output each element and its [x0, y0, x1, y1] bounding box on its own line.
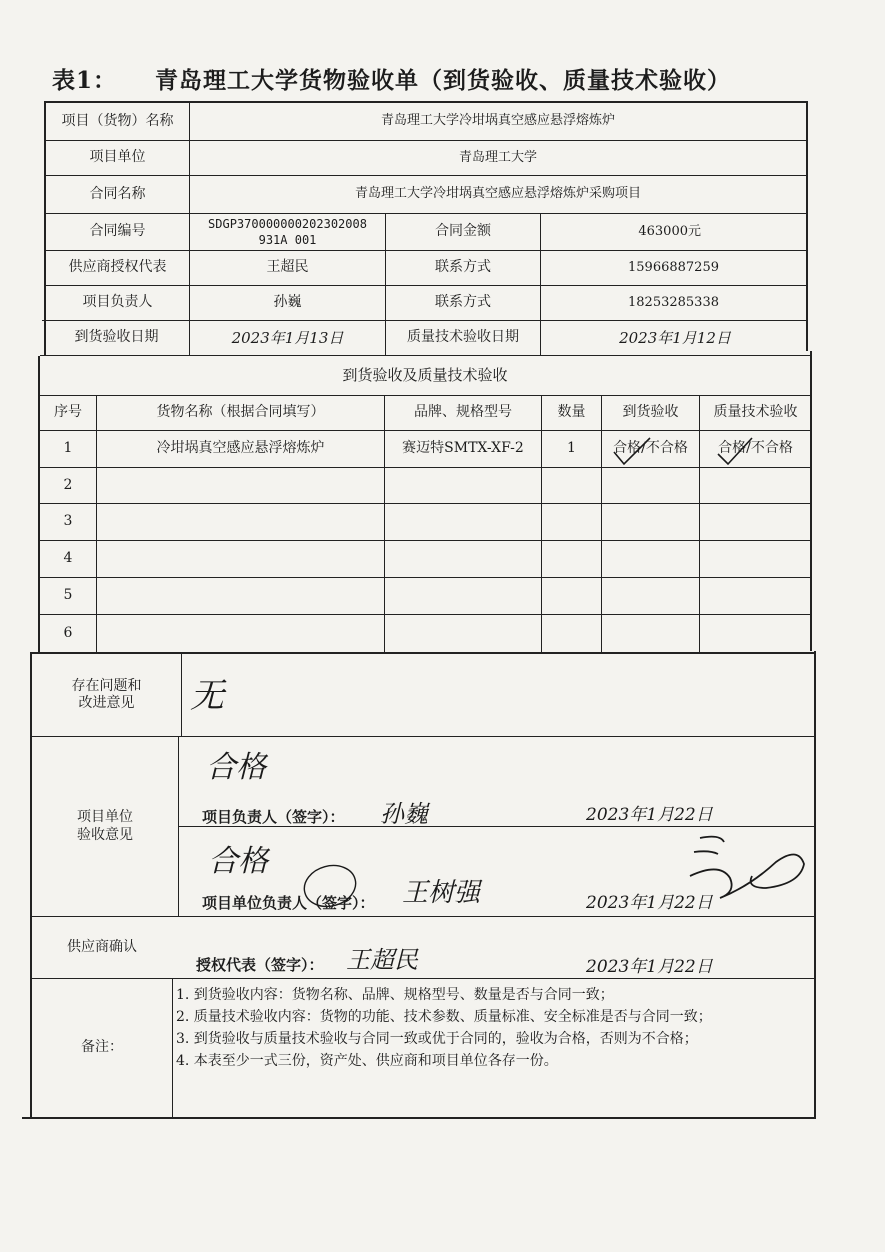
issues-label-line2: 改进意见 [78, 695, 135, 711]
opinion-1: 合格 [206, 750, 266, 785]
project-name-value: 青岛理工大学冷坩埚真空感应悬浮熔炼炉 [380, 113, 615, 129]
date-1: 2023年1月22日 [586, 805, 713, 825]
unit-value: 青岛理工大学 [458, 149, 537, 165]
row-no: 4 [63, 550, 73, 567]
supplier-date: 2023年1月22日 [586, 957, 713, 977]
table-number: 表1： [52, 67, 118, 94]
vline [181, 652, 182, 736]
issues-label [32, 654, 181, 736]
title-text: 青岛理工大学货物验收单（到货验收、质量技术验收） [155, 67, 732, 94]
issues-value: 无 [190, 676, 224, 716]
row-no: 3 [63, 513, 73, 530]
opinion-2: 合格 [208, 844, 268, 879]
remark-item: 2. 质量技术验收内容：货物的功能、技术参数、质量标准、安全标准是否与合同一致； [176, 1009, 712, 1025]
signature-scribble-icon [680, 832, 810, 912]
row-arrival-check: 合格/不合格 [613, 440, 688, 457]
rep-signature: 王超民 [346, 946, 418, 974]
arrival-date-label: 到货验收日期 [74, 329, 159, 346]
arrival-date-value: 2023年1月13日 [231, 328, 344, 347]
unit-head-signature: 王树强 [402, 878, 481, 908]
unit-label: 项目单位 [89, 149, 146, 166]
header-no: 序号 [54, 404, 82, 421]
project-name-label: 项目（货物）名称 [61, 112, 174, 129]
check-mark-icon [612, 438, 652, 468]
contract-name-value: 青岛理工大学冷坩埚真空感应悬浮熔炼炉采购项目 [354, 186, 641, 202]
contact-value-2: 18253285338 [628, 294, 719, 310]
row-quantity: 1 [567, 440, 576, 457]
header-arrival-check: 到货验收 [622, 404, 679, 421]
manager-value: 孙巍 [273, 294, 302, 311]
unit-head-sign-label: 项目单位负责人（签字）： [202, 894, 375, 912]
contract-no-line1: SDGP370000000202302008 [208, 217, 367, 231]
check-mark-icon [716, 438, 756, 468]
quality-date-label: 质量技术验收日期 [407, 329, 519, 346]
supplier-rep-value: 王超民 [266, 259, 309, 276]
supplier-rep-label: 供应商授权代表 [68, 259, 167, 276]
row-quality-check: 合格/不合格 [718, 440, 793, 457]
remark-item: 1. 到货验收内容：货物名称、品牌、规格型号、数量是否与合同一致； [176, 987, 614, 1003]
hline [40, 614, 811, 615]
header-brand-model: 品牌、规格型号 [414, 404, 512, 421]
remarks-label: 备注： [81, 1039, 123, 1056]
manager-signature: 孙巍 [380, 800, 428, 828]
page-title [52, 62, 731, 95]
header-quantity: 数量 [557, 404, 586, 421]
contract-no-label: 合同编号 [89, 223, 146, 240]
section-title: 到货验收及质量技术验收 [342, 366, 508, 385]
hline [22, 1117, 816, 1119]
vline [172, 978, 173, 1118]
supplier-confirm-label: 供应商确认 [67, 938, 137, 955]
remarks-list [176, 984, 808, 1072]
row-brand-model: 赛迈特SMTX-XF-2 [402, 440, 524, 457]
remark-item: 3. 到货验收与质量技术验收与合同一致或优于合同的，验收为合格，否则为不合格； [176, 1031, 698, 1047]
header-quality-check: 质量技术验收 [713, 404, 798, 421]
unit-opinion-label-line1: 项目单位 [77, 809, 133, 825]
contact-value-1: 15966887259 [628, 259, 719, 275]
unit-opinion-label [32, 737, 178, 916]
unit-opinion-label-line2: 验收意见 [77, 826, 133, 843]
manager-label: 项目负责人 [82, 294, 153, 311]
frame-right-bottom [814, 651, 816, 1117]
contract-no-line2: 931A 001 [258, 233, 317, 247]
rep-sign-label: 授权代表（签字）： [196, 956, 324, 974]
hline [40, 503, 811, 504]
row-goods-name: 冷坩埚真空感应悬浮熔炼炉 [156, 440, 325, 457]
row-no: 2 [63, 476, 73, 493]
contact-label-1: 联系方式 [435, 259, 491, 276]
hline [40, 577, 811, 578]
header-goods-name: 货物名称（根据合同填写） [156, 404, 325, 421]
contract-name-label: 合同名称 [89, 185, 146, 202]
issues-label-line1: 存在问题和 [71, 677, 142, 694]
row-no: 6 [63, 624, 73, 641]
contact-label-2: 联系方式 [435, 294, 491, 311]
frame-right [806, 101, 808, 351]
quality-date-value: 2023年1月12日 [619, 328, 731, 347]
manager-sign-label: 项目负责人（签字）： [202, 808, 345, 826]
hline [40, 467, 811, 468]
contract-no-value [190, 214, 385, 250]
row-no: 1 [63, 440, 73, 457]
date-2: 2023年1月22日 [586, 893, 713, 913]
hline [40, 540, 811, 541]
row-no: 5 [63, 587, 73, 604]
remark-item: 4. 本表至少一式三份，资产处、供应商和项目单位各存一份。 [176, 1053, 558, 1069]
amount-label: 合同金额 [435, 223, 491, 240]
amount-value: 463000元 [638, 223, 701, 239]
